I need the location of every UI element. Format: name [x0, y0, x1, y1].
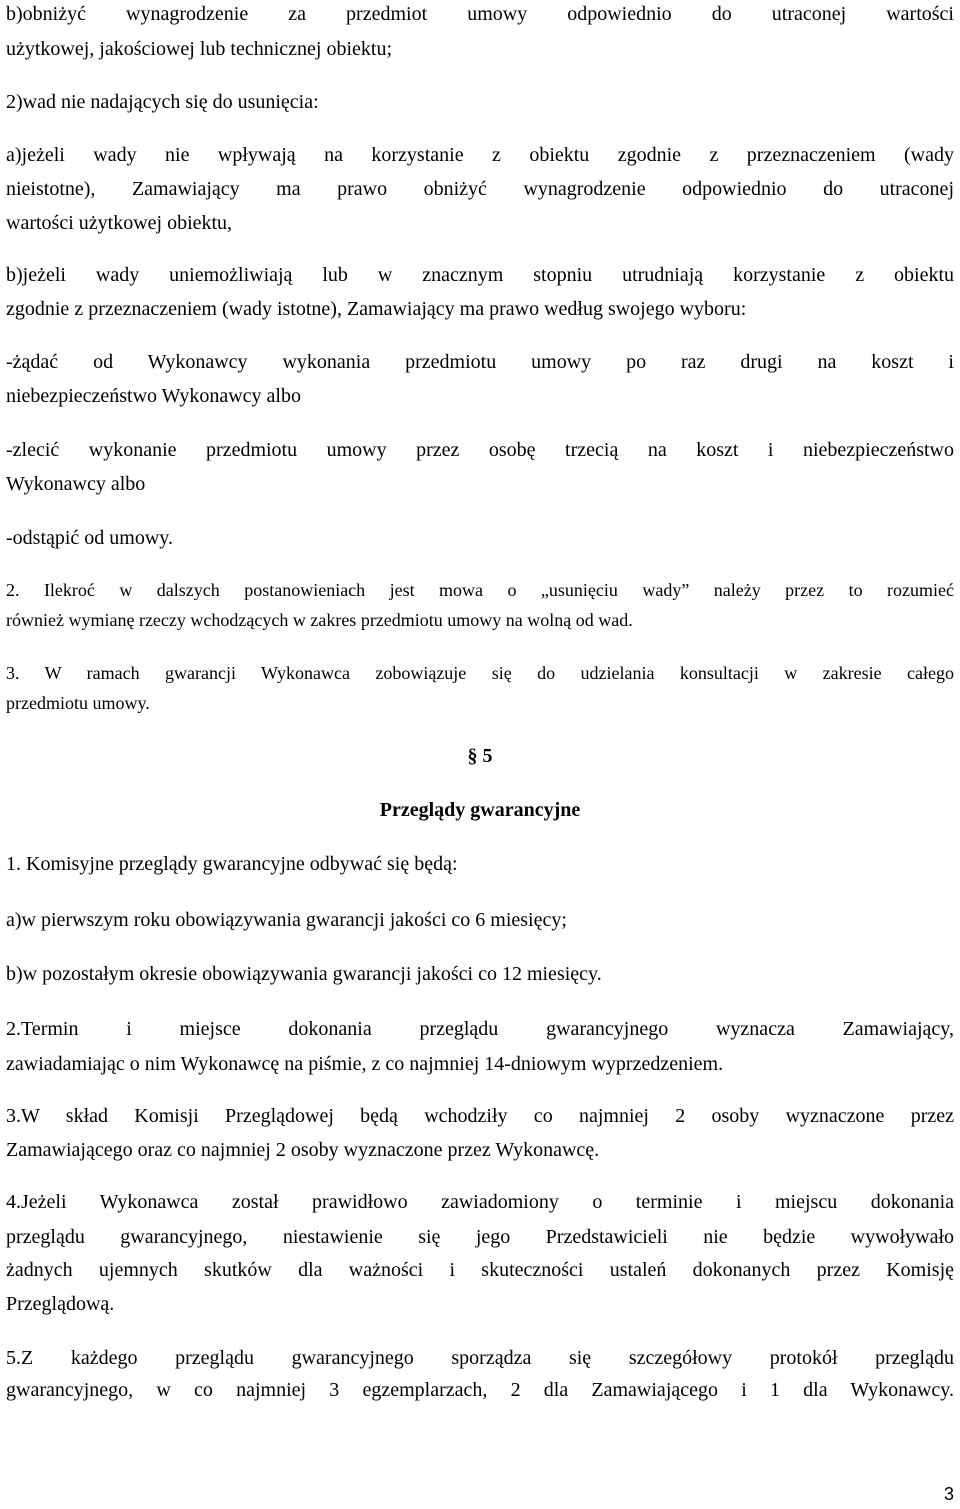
- text-line: -zlecić wykonanie przedmiotu umowy przez osobę trzecią na koszt i niebezpieczeństwo: [6, 439, 954, 461]
- text-line: wartości użytkowej obiektu,: [6, 212, 233, 234]
- page-number: 3: [943, 1484, 954, 1504]
- text-line: 3. W ramach gwarancji Wykonawca zobowiązuje się do udzielania konsultacji w zakresie całego: [6, 663, 954, 683]
- text-line: gwarancyjnego, w co najmniej 3 egzemplarzach, 2 dla Zamawiającego i 1 dla Wykonawcy.: [6, 1379, 954, 1401]
- text-line: przedmiotu umowy.: [6, 693, 150, 713]
- text-line: użytkowej, jakościowej lub technicznej obiektu;: [6, 38, 392, 60]
- text-line: Przeglądową.: [6, 1293, 115, 1315]
- text-line: b)w pozostałym okresie obowiązywania gwarancji jakości co 12 miesięcy.: [6, 963, 602, 985]
- text-line: 2)wad nie nadających się do usunięcia:: [6, 91, 319, 113]
- section-symbol: § 5: [467, 745, 493, 767]
- text-line: również wymianę rzeczy wchodzących w zakres przedmiotu umowy na wolną od wad.: [6, 610, 633, 630]
- text-line: -żądać od Wykonawcy wykonania przedmiotu umowy po raz drugi na koszt i: [6, 351, 954, 373]
- section-title: Przeglądy gwarancyjne: [379, 799, 581, 821]
- text-line: 1. Komisyjne przeglądy gwarancyjne odbywać się będą:: [6, 853, 458, 875]
- text-line: nieistotne), Zamawiający ma prawo obniżyć wynagrodzenie odpowiednio do utraconej: [6, 178, 954, 200]
- text-line: zawiadamiając o nim Wykonawcę na piśmie, z co najmniej 14-dniowym wyprzedzeniem.: [6, 1053, 724, 1075]
- text-line: zgodnie z przeznaczeniem (wady istotne), Zamawiający ma prawo według swojego wyboru:: [6, 298, 747, 320]
- text-line: Zamawiającego oraz co najmniej 2 osoby wyznaczone przez Wykonawcę.: [6, 1139, 600, 1161]
- text-line: -odstąpić od umowy.: [6, 527, 174, 549]
- text-line: 4.Jeżeli Wykonawca został prawidłowo zawiadomiony o terminie i miejscu dokonania: [6, 1191, 954, 1213]
- text-line: a)jeżeli wady nie wpływają na korzystanie z obiektu zgodnie z przeznaczeniem (wady: [6, 144, 954, 166]
- text-line: 5.Z każdego przeglądu gwarancyjnego sporządza się szczegółowy protokół przeglądu: [6, 1347, 954, 1369]
- text-line: żadnych ujemnych skutków dla ważności i skuteczności ustaleń dokonanych przez Komisję: [6, 1259, 954, 1281]
- text-line: przeglądu gwarancyjnego, niestawienie się jego Przedstawicieli nie będzie wywoływało: [6, 1226, 954, 1248]
- text-line: niebezpieczeństwo Wykonawcy albo: [6, 385, 301, 407]
- text-line: b)obniżyć wynagrodzenie za przedmiot umowy odpowiednio do utraconej wartości: [6, 3, 954, 25]
- text-line: b)jeżeli wady uniemożliwiają lub w znacznym stopniu utrudniają korzystanie z obiektu: [6, 264, 954, 286]
- text-line: 2.Termin i miejsce dokonania przeglądu gwarancyjnego wyznacza Zamawiający,: [6, 1018, 954, 1040]
- text-line: a)w pierwszym roku obowiązywania gwarancji jakości co 6 miesięcy;: [6, 909, 567, 931]
- text-line: 2. Ilekroć w dalszych postanowieniach jest mowa o „usunięciu wady” należy przez to rozumieć: [6, 580, 954, 600]
- text-line: Wykonawcy albo: [6, 473, 146, 495]
- text-line: 3.W skład Komisji Przeglądowej będą wchodziły co najmniej 2 osoby wyznaczone przez: [6, 1105, 954, 1127]
